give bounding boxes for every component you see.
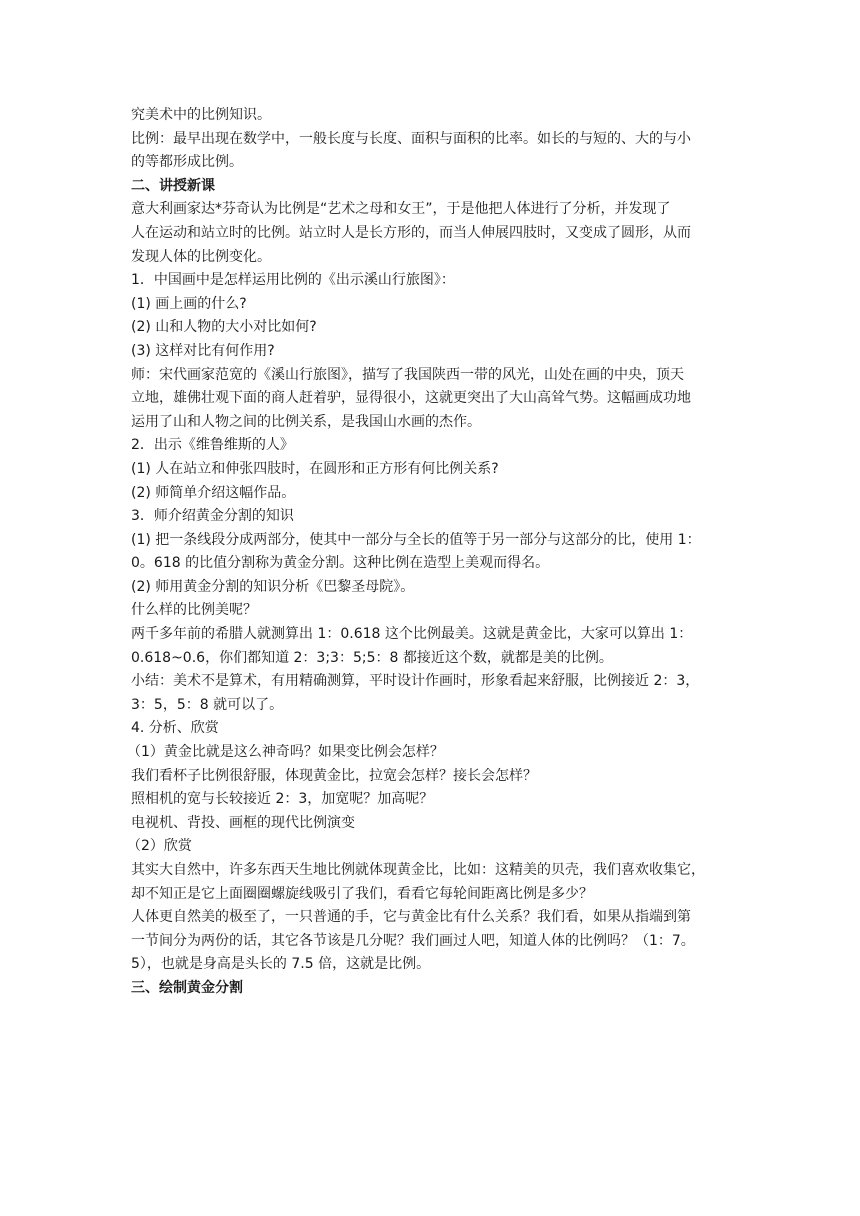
text-line: 照相机的宽与长较接近 2：3，加宽呢？加高呢？ <box>131 791 434 808</box>
text-line: 电视机、背投、画框的现代比例演变 <box>131 814 355 831</box>
text-line: (1) 画上画的什么? <box>131 295 247 312</box>
text-line: 其实大自然中，许多东西天生地比例就体现黄金比，比如：这精美的贝壳，我们喜欢收集它， <box>131 862 705 878</box>
text-line: (1) 人在站立和伸张四肢时，在圆形和正方形有何比例关系? <box>131 460 499 477</box>
text-line: 3．师介绍黄金分割的知识 <box>131 508 294 525</box>
text-line: (2) 师简单介绍这幅作品。 <box>131 484 296 501</box>
text-line: 师：宋代画家范宽的《溪山行旅图》，描写了我国陕西一带的风光，山处在画的中央，顶天 <box>131 366 684 383</box>
text-line: 一节间分为两份的话，其它各节该是几分呢？我们画过人吧，知道人体的比例吗？（1：7。 <box>131 932 695 949</box>
text-line: 小结：美术不是算术，有用精确测算，平时设计作画时，形象看起来舒服，比例接近 2：3， <box>131 673 700 690</box>
text-line: 4. 分析、欣赏 <box>131 720 219 737</box>
text-line: （1）黄金比就是这么神奇吗？如果变比例会怎样？ <box>127 744 444 761</box>
text-line: 3：5，5：8 就可以了。 <box>131 696 284 713</box>
text-line: 两千多年前的希腊人就测算出 1：0.618 这个比例最美。这就是黄金比，大家可以算出 1： <box>131 626 693 643</box>
text-line: (1) 把一条线段分成两部分，使其中一部分与全长的值等于另一部分与这部分的比，使用 1： <box>131 531 701 548</box>
text-line: 的等都形成比例。 <box>131 154 243 171</box>
text-line: 0.618~0.6，你们都知道 2：3;3：5;5：8 都接近这个数，就都是美的比例。 <box>131 649 613 666</box>
text-line: （2）欣赏 <box>127 838 192 855</box>
text-line: 人体更自然美的极至了，一只普通的手，它与黄金比有什么关系？我们看，如果从指端到第 <box>131 909 691 926</box>
text-line: 2．出示《维鲁维斯的人》 <box>131 437 294 454</box>
text-line: 却不知正是它上面圈圈螺旋线吸引了我们，看看它每轮间距离比例是多少？ <box>131 885 593 902</box>
text-line: 1．中国画中是怎样运用比例的《出示溪山行旅图》： <box>131 272 455 289</box>
section-heading: 三、绘制黄金分割 <box>131 979 243 996</box>
text-line: 5），也就是身高是头长的 7.5 倍，这就是比例。 <box>131 956 431 973</box>
text-line: 运用了山和人物之间的比例关系，是我国山水画的杰作。 <box>131 413 481 430</box>
text-line: 发现人体的比例变化。 <box>131 248 271 265</box>
text-line: 立地，雄佛壮观下面的商人赶着驴，显得很小，这就更突出了大山高耸气势。这幅画成功地 <box>131 390 691 407</box>
text-line: (2) 师用黄金分割的知识分析《巴黎圣母院》。 <box>131 578 415 595</box>
text-line: 我们看杯子比例很舒服，体现黄金比，拉宽会怎样？接长会怎样？ <box>131 767 537 784</box>
text-line: (3) 这样对比有何作用? <box>131 342 275 359</box>
text-line: (2) 山和人物的大小对比如何? <box>131 319 317 336</box>
document-body <box>127 104 731 1001</box>
text-line: 人在运动和站立时的比例。站立时人是长方形的，而当人伸展四肢时，又变成了圆形，从而 <box>131 224 691 241</box>
text-line: 比例：最早出现在数学中，一般长度与长度、面积与面积的比率。如长的与短的、大的与小 <box>131 130 691 147</box>
text-line: 究美术中的比例知识。 <box>131 107 271 123</box>
text-line: 什么样的比例美呢？ <box>131 602 257 619</box>
text-line: 意大利画家达*芬奇认为比例是“艺术之母和女王”，于是他把人体进行了分析，并发现了 <box>131 201 671 218</box>
section-heading: 二、讲授新课 <box>131 177 215 194</box>
text-line: 0。618 的比值分割称为黄金分割。这种比例在造型上美观而得名。 <box>131 555 550 572</box>
